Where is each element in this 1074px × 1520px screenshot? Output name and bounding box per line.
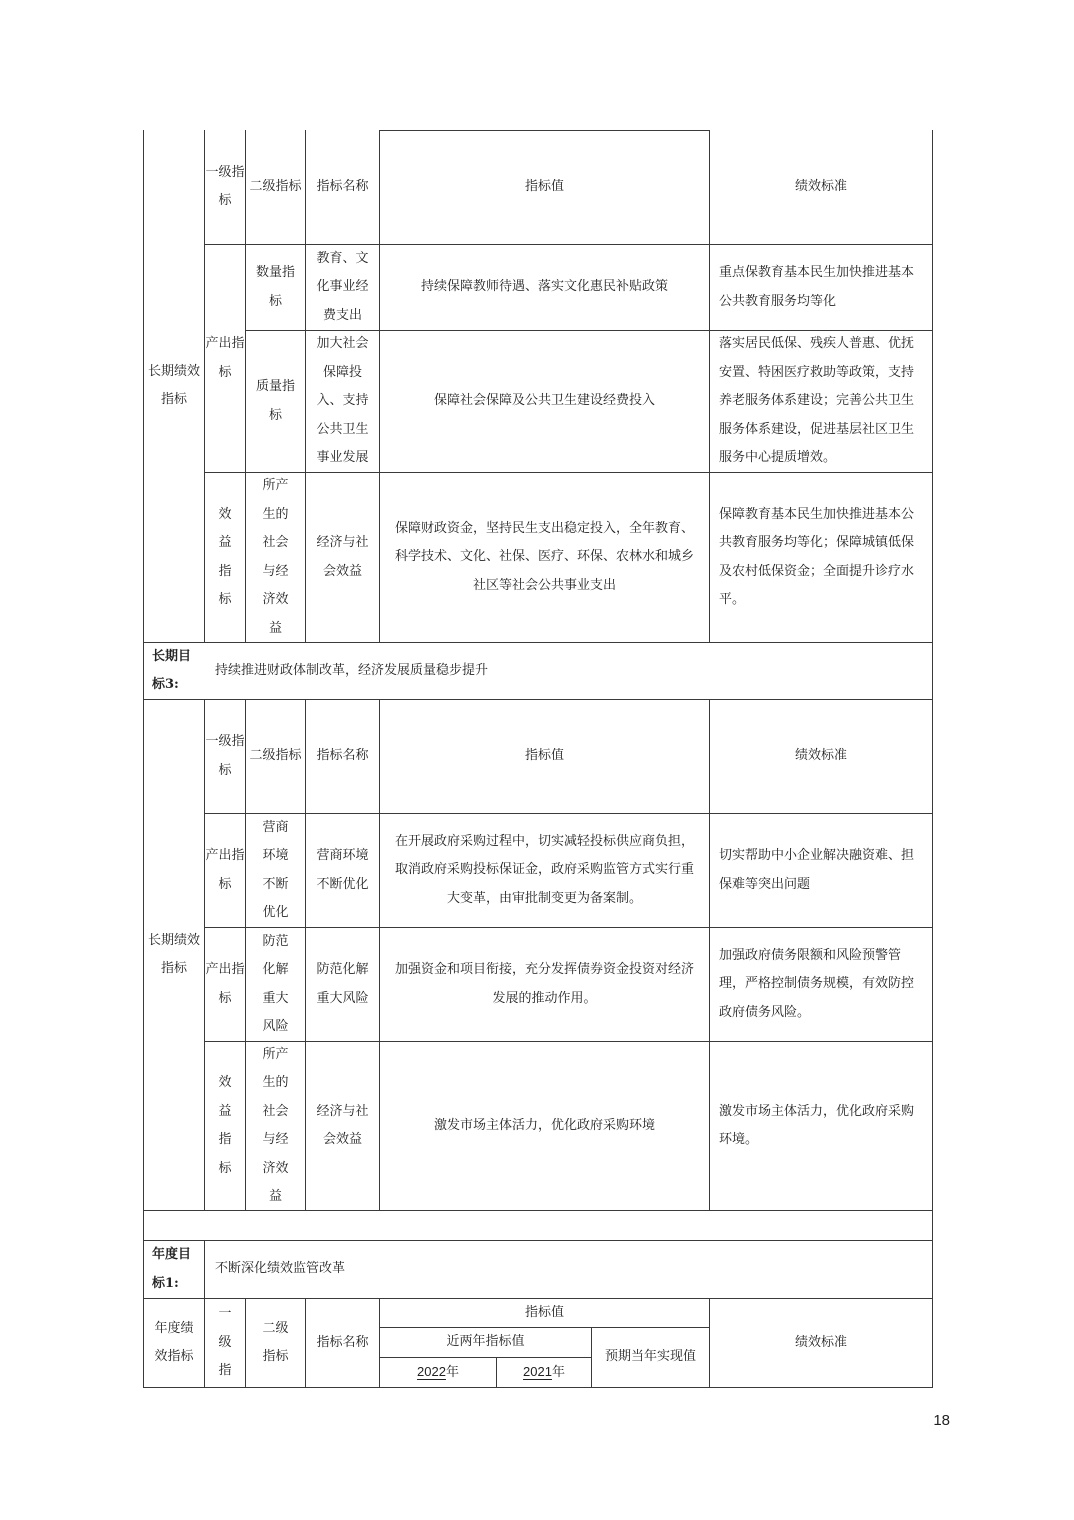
table-line bbox=[143, 1210, 933, 1211]
year-unit: 年 bbox=[551, 1364, 565, 1380]
header-level1: 一级指标 bbox=[205, 164, 245, 208]
header-year-2021 bbox=[497, 1358, 591, 1387]
standard-cell: 切实帮助中小企业解决融资难、担保难等突出问题 bbox=[719, 848, 915, 892]
output-indicator-cell: 产出指标 bbox=[205, 848, 245, 892]
table-line bbox=[143, 1387, 933, 1388]
level2-cell: 防范化解重大风险 bbox=[262, 933, 289, 1034]
header-indicator-name: 指标名称 bbox=[316, 178, 369, 194]
header-level1: 一级指 bbox=[218, 1306, 232, 1379]
indicator-value-cell: 激发市场主体活力，优化政府采购环境 bbox=[433, 1117, 655, 1133]
header-indicator-name: 指标名称 bbox=[316, 1334, 369, 1350]
level2-cell: 数量指标 bbox=[255, 265, 295, 309]
table-line bbox=[932, 130, 933, 1388]
level2-cell: 营商环境不断优化 bbox=[262, 819, 289, 920]
indicator-value-cell: 加强资金和项目衔接，充分发挥债券资金投资对经济发展的推动作用。 bbox=[394, 962, 694, 1006]
header-recent-values: 近两年指标值 bbox=[446, 1334, 525, 1350]
header-standard: 绩效标准 bbox=[794, 748, 847, 764]
goal-text: 持续推进财政体制改革，经济发展质量稳步提升 bbox=[215, 662, 489, 678]
header-level2: 二级指标 bbox=[249, 748, 302, 764]
indicator-value-cell: 保障社会保障及公共卫生建设经费投入 bbox=[433, 393, 655, 409]
year-unit: 年 bbox=[445, 1364, 459, 1380]
indicator-value-cell: 在开展政府采购过程中，切实减轻投标供应商负担，取消政府采购投标保证金，政府采购监管方式实行重大变革，由审批制变更为备案制。 bbox=[394, 833, 694, 906]
standard-cell: 重点保教育基本民生加快推进基本公共教育服务均等化 bbox=[719, 265, 915, 309]
standard-cell: 激发市场主体活力，优化政府采购环境。 bbox=[719, 1103, 915, 1147]
year-value: 2021 bbox=[523, 1363, 552, 1379]
indicator-name-cell: 经济与社会效益 bbox=[316, 535, 369, 579]
indicator-name-cell: 经济与社会效益 bbox=[316, 1103, 369, 1147]
page-number: 18 bbox=[933, 1412, 950, 1429]
goal-label: 年度目标1: bbox=[152, 1247, 192, 1291]
level2-cell: 质量指标 bbox=[255, 379, 295, 423]
category-cell: 长期绩效指标 bbox=[147, 932, 200, 976]
standard-cell: 保障教育基本民生加快推进基本公共教育服务均等化；保障城镇低保及农村低保资金；全面提升诊疗水平。 bbox=[719, 506, 915, 607]
header-level2: 二级指标 bbox=[249, 178, 302, 194]
category-cell: 年度绩效指标 bbox=[154, 1320, 194, 1364]
header-indicator-name: 指标名称 bbox=[316, 748, 369, 764]
header-indicator-value: 指标值 bbox=[524, 178, 564, 194]
indicator-value-cell: 保障财政资金，坚持民生支出稳定投入，全年教育、科学技术、文化、社保、医疗、环保、农林水和城乡社区等社会公共事业支出 bbox=[394, 520, 694, 593]
header-indicator-value: 指标值 bbox=[524, 748, 564, 764]
level2-cell: 所产生的社会与经济效益 bbox=[262, 1046, 289, 1204]
header-indicator-value: 指标值 bbox=[524, 1304, 564, 1320]
header-year-2022 bbox=[380, 1358, 496, 1387]
indicator-name-cell: 加大社会保障投入、支持公共卫生事业发展 bbox=[316, 336, 369, 466]
benefit-indicator-cell: 效益指标 bbox=[218, 506, 232, 607]
standard-cell: 加强政府债务限额和风险预警管理，严格控制债务规模，有效防控政府债务风险。 bbox=[719, 947, 915, 1020]
goal-text: 不断深化绩效监管改革 bbox=[215, 1261, 346, 1277]
indicator-name-cell: 营商环境不断优化 bbox=[316, 848, 369, 892]
level2-cell: 所产生的社会与经济效益 bbox=[262, 478, 289, 636]
year-value: 2022 bbox=[417, 1363, 446, 1379]
header-expected-value: 预期当年实现值 bbox=[604, 1349, 696, 1365]
benefit-indicator-cell: 效益指标 bbox=[218, 1075, 232, 1176]
header-standard: 绩效标准 bbox=[794, 178, 847, 194]
goal-label: 长期目标3: bbox=[152, 648, 192, 692]
indicator-name-cell: 教育、文化事业经费支出 bbox=[316, 250, 369, 323]
output-indicator-cell: 产出指标 bbox=[205, 962, 245, 1006]
indicator-name-cell: 防范化解重大风险 bbox=[316, 962, 369, 1006]
header-level1: 一级指标 bbox=[205, 734, 245, 778]
output-indicator-cell: 产出指标 bbox=[205, 336, 245, 380]
indicator-value-cell: 持续保障教师待遇、落实文化惠民补贴政策 bbox=[420, 279, 668, 295]
header-standard: 绩效标准 bbox=[794, 1334, 847, 1350]
header-level2: 二级指标 bbox=[262, 1320, 289, 1364]
category-cell: 长期绩效指标 bbox=[147, 363, 200, 407]
standard-cell: 落实居民低保、残疾人普惠、优抚安置、特困医疗救助等政策，支持养老服务体系建设；完善公共卫生服务体系建设，促进基层社区卫生服务中心提质增效。 bbox=[719, 336, 915, 466]
